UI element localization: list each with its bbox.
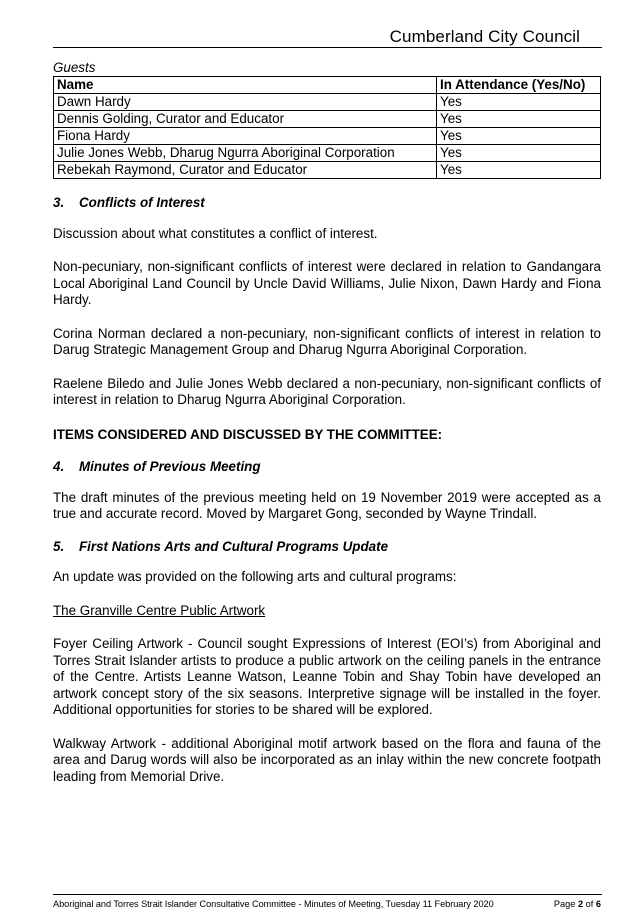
guests-table — [53, 76, 601, 179]
guest-attendance: Yes — [437, 94, 601, 111]
section-title: Conflicts of Interest — [79, 195, 205, 210]
section-title: First Nations Arts and Cultural Programs Update — [79, 538, 389, 554]
paragraph: An update was provided on the following arts and cultural programs: — [53, 569, 457, 584]
granville-artwork-subheading: The Granville Centre Public Artwork — [53, 602, 266, 618]
guest-name: Dawn Hardy — [54, 94, 437, 111]
table-header-row — [54, 77, 601, 94]
page-content — [53, 60, 601, 785]
section-title: Minutes of Previous Meeting — [79, 459, 261, 474]
guest-name: Fiona Hardy — [54, 128, 437, 145]
guest-name: Julie Jones Webb, Dharug Ngurra Aboriginal Corporation — [54, 145, 437, 162]
guest-attendance: Yes — [437, 145, 601, 162]
table-row — [54, 162, 601, 179]
council-name: Cumberland City Council — [389, 27, 580, 46]
header-divider — [53, 47, 602, 48]
table-row — [54, 128, 601, 145]
section-4-heading — [53, 459, 601, 476]
guest-attendance: Yes — [437, 128, 601, 145]
paragraph: Walkway Artwork - additional Aboriginal motif artwork based on the flora and fauna of the area and Darug words will also be incorporated as an inlay within the new concrete footpath leading from Memorial Drive. — [53, 735, 601, 784]
guest-name: Rebekah Raymond, Curator and Educator — [54, 162, 437, 179]
column-header-name: Name — [54, 77, 437, 94]
section-number: 5. — [53, 538, 65, 554]
page-of: of — [585, 899, 594, 909]
paragraph: Foyer Ceiling Artwork - Council sought Expressions of Interest (EOI’s) from Aboriginal and Torres Strait Islander artists to produce a public artwork on the ceiling panels in the entrance of the Centre. Artists Leanne Watson, Leanne Tobin and Shay Tobin have developed an artwork concept story of the six seasons. Interpretive signage will be installed in the foyer. Additional opportunities for stories to be shared will be explored. — [53, 636, 601, 717]
paragraph: Discussion about what constitutes a conflict of interest. — [53, 225, 378, 241]
section-number: 4. — [53, 459, 65, 474]
footer-divider — [53, 894, 602, 895]
page-current: 2 — [577, 899, 584, 909]
table-row — [54, 111, 601, 128]
table-row — [54, 94, 601, 111]
paragraph: Corina Norman declared a non-pecuniary, non-significant conflicts of interest in relation to Darug Strategic Management Group and Dharug Ngurra Aboriginal Corporation. — [53, 325, 601, 357]
page-total: 6 — [595, 899, 601, 909]
page-number — [554, 899, 601, 909]
items-considered-heading: ITEMS CONSIDERED AND DISCUSSED BY THE COMMITTEE: — [53, 426, 443, 442]
section-5-heading — [53, 539, 601, 556]
paragraph: Raelene Biledo and Julie Jones Webb declared a non-pecuniary, non-significant conflicts of interest in relation to Dharug Ngurra Aboriginal Corporation. — [53, 375, 601, 407]
section-3-heading — [53, 195, 601, 212]
table-row — [54, 145, 601, 162]
paragraph: The draft minutes of the previous meeting held on 19 November 2019 were accepted as a true and accurate record. Moved by Margaret Gong, seconded by Wayne Trindall. — [53, 489, 601, 521]
guest-attendance: Yes — [437, 111, 601, 128]
guests-caption: Guests — [53, 60, 96, 75]
column-header-attendance: In Attendance (Yes/No) — [437, 77, 601, 94]
guest-name: Dennis Golding, Curator and Educator — [54, 111, 437, 128]
footer-document-title: Aboriginal and Torres Strait Islander Consultative Committee - Minutes of Meeting, Tuesday 11 February 2020 — [53, 899, 494, 909]
section-number: 3. — [53, 195, 65, 210]
guest-attendance: Yes — [437, 162, 601, 179]
paragraph: Non-pecuniary, non-significant conflicts of interest were declared in relation to Gandangara Local Aboriginal Land Council by Uncle David Williams, Julie Nixon, Dawn Hardy and Fiona Hardy. — [53, 259, 601, 307]
page-label: Page — [553, 899, 576, 909]
